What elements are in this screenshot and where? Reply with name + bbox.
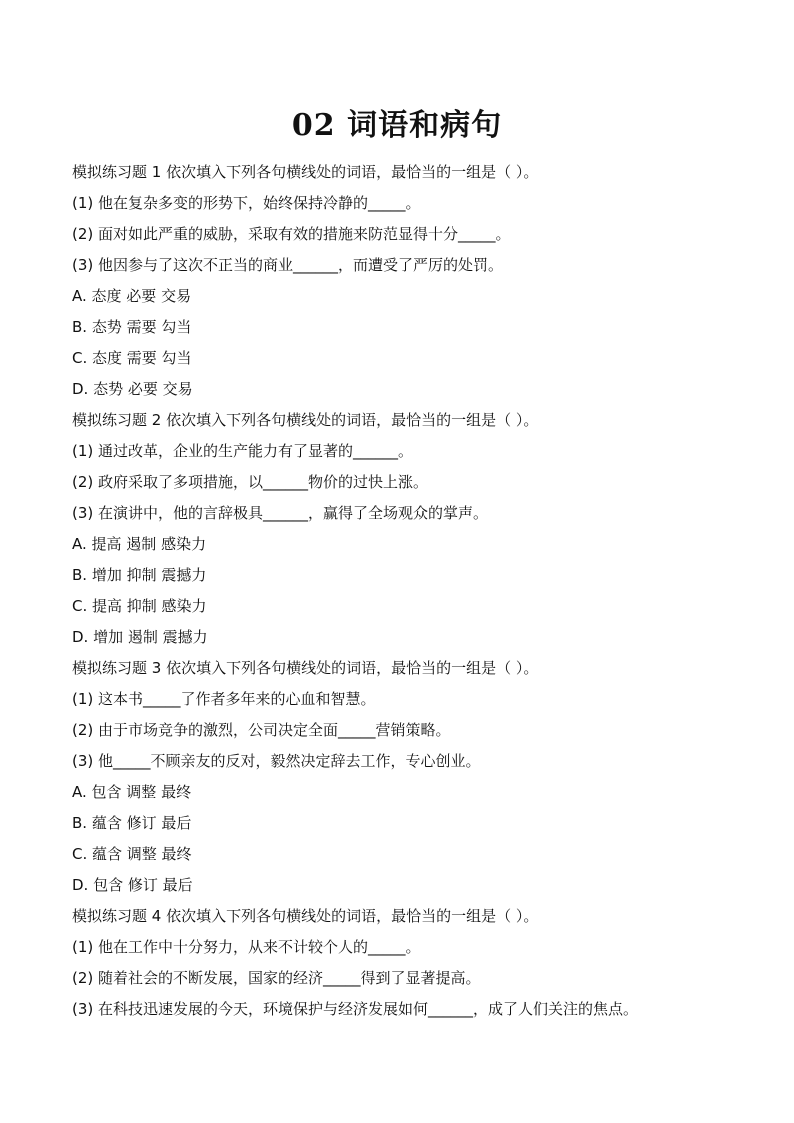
question-sentence: (3) 在演讲中，他的言辞极具______，赢得了全场观众的掌声。 bbox=[72, 504, 489, 522]
question-list bbox=[72, 157, 722, 1025]
answer-option: D. 包含 修订 最后 bbox=[72, 876, 193, 894]
answer-option: D. 增加 遏制 震撼力 bbox=[72, 628, 208, 646]
question-sentence: (3) 他_____不顾亲友的反对，毅然决定辞去工作，专心创业。 bbox=[72, 752, 481, 770]
question-sentence: (1) 他在工作中十分努力，从来不计较个人的_____。 bbox=[72, 938, 421, 956]
question-stem: 模拟练习题 1 依次填入下列各句横线处的词语，最恰当的一组是（ ）。 bbox=[72, 163, 539, 181]
answer-option: B. 态势 需要 勾当 bbox=[72, 318, 192, 336]
question-sentence: (1) 这本书_____了作者多年来的心血和智慧。 bbox=[72, 690, 376, 708]
answer-option: B. 增加 抑制 震撼力 bbox=[72, 566, 207, 584]
question-sentence: (2) 由于市场竞争的激烈，公司决定全面_____营销策略。 bbox=[72, 721, 451, 739]
answer-option: A. 态度 必要 交易 bbox=[72, 287, 192, 305]
answer-option: A. 提高 遏制 感染力 bbox=[72, 535, 207, 553]
question-sentence: (2) 随着社会的不断发展，国家的经济_____得到了显著提高。 bbox=[72, 969, 481, 987]
answer-option: C. 态度 需要 勾当 bbox=[72, 349, 192, 367]
question-sentence: (1) 他在复杂多变的形势下，始终保持冷静的_____。 bbox=[72, 194, 421, 212]
question-stem: 模拟练习题 4 依次填入下列各句横线处的词语，最恰当的一组是（ ）。 bbox=[72, 907, 539, 925]
question-sentence: (3) 他因参与了这次不正当的商业______，而遭受了严厉的处罚。 bbox=[72, 256, 504, 274]
answer-option: D. 态势 必要 交易 bbox=[72, 380, 193, 398]
answer-option: B. 蕴含 修订 最后 bbox=[72, 814, 192, 832]
question-sentence: (2) 面对如此严重的威胁，采取有效的措施来防范显得十分_____。 bbox=[72, 225, 511, 243]
answer-option: C. 蕴含 调整 最终 bbox=[72, 845, 192, 863]
question-stem: 模拟练习题 2 依次填入下列各句横线处的词语，最恰当的一组是（ ）。 bbox=[72, 411, 539, 429]
question-sentence: (3) 在科技迅速发展的今天，环境保护与经济发展如何______，成了人们关注的焦点。 bbox=[72, 1000, 639, 1018]
question-stem: 模拟练习题 3 依次填入下列各句横线处的词语，最恰当的一组是（ ）。 bbox=[72, 659, 539, 677]
question-sentence: (1) 通过改革，企业的生产能力有了显著的______。 bbox=[72, 442, 414, 460]
answer-option: C. 提高 抑制 感染力 bbox=[72, 597, 207, 615]
answer-option: A. 包含 调整 最终 bbox=[72, 783, 192, 801]
page-title: 02 词语和病句 bbox=[291, 108, 503, 143]
question-sentence: (2) 政府采取了多项措施，以______物价的过快上涨。 bbox=[72, 473, 429, 491]
